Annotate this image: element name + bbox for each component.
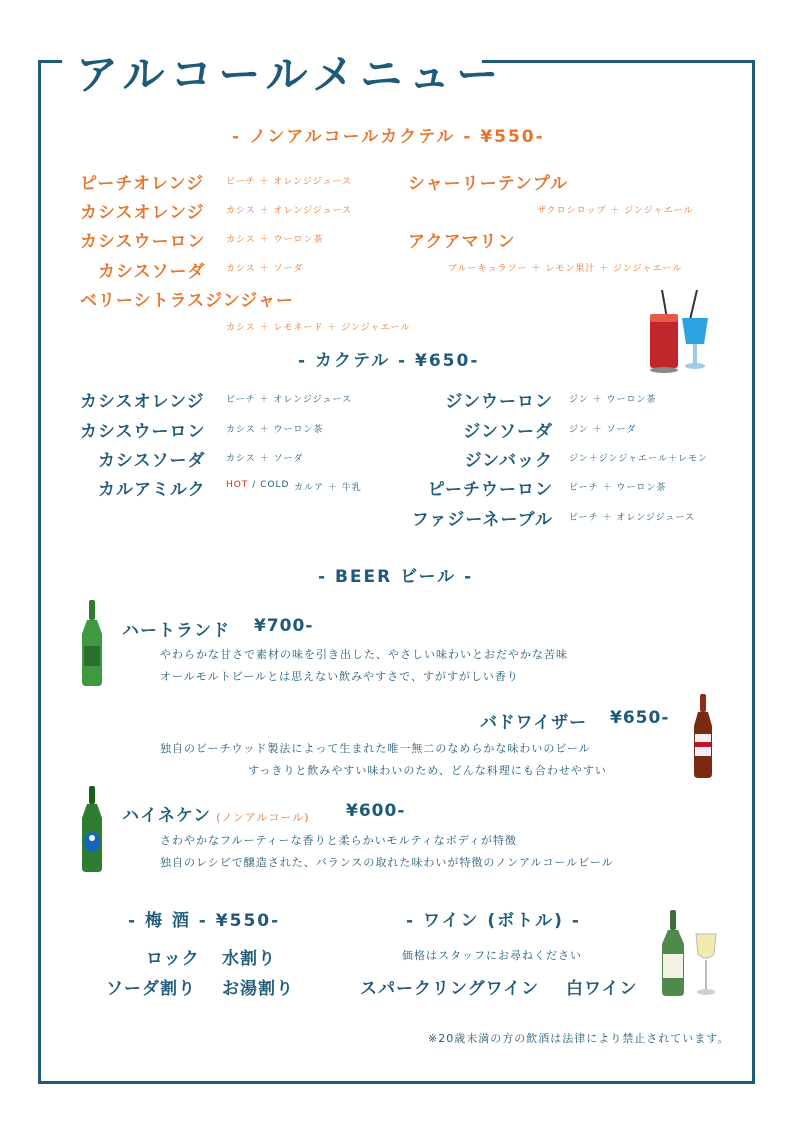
cocktail-item-name: カシスソーダ	[98, 451, 206, 471]
nonalc-item-desc: カシス ＋ ウーロン茶	[226, 235, 324, 245]
cocktail-item-desc: カシス ＋ ウーロン茶	[226, 425, 324, 435]
cocktail-item-name: カルアミルク	[98, 480, 206, 500]
cocktail-item-name: ピーチウーロン	[427, 480, 553, 500]
nonalc-item-name: ピーチオレンジ	[80, 174, 205, 194]
footer-note: ※20歳未満の方の飲酒は法律により禁止されています。	[428, 1032, 730, 1045]
nonalc-item-desc: ブルーキュラソー ＋ レモン果汁 ＋ ジンジャエール	[448, 264, 683, 274]
white-wine-image	[660, 910, 720, 996]
page-title: アルコールメニュー	[76, 50, 505, 99]
nonalc-item-name: カシスオレンジ	[80, 203, 205, 223]
wine-item: スパークリングワイン	[360, 979, 540, 999]
beer-name: バドワイザー	[480, 713, 588, 733]
wine-item: 白ワイン	[566, 979, 638, 999]
heineken-title	[122, 801, 310, 826]
cocktail-header: - カクテル - ¥650-	[298, 351, 480, 371]
umeshu-item: 水割り	[222, 949, 276, 969]
nonalc-item-desc: カシス ＋ ソーダ	[226, 264, 304, 274]
hot-cold-separator: /	[248, 480, 261, 490]
nonalc-item-desc: ザクロシロップ ＋ ジンジャエール	[537, 206, 694, 216]
beer-desc: 独自のビーチウッド製法によって生まれた唯一無二のなめらかな味わいのビール	[160, 742, 591, 755]
beer-price: ¥600-	[346, 801, 406, 821]
nonalc-item-name: アクアマリン	[408, 232, 516, 252]
budweiser-bottle-image	[692, 694, 714, 778]
nonalc-item-name: シャーリーテンプル	[408, 174, 569, 194]
nonalc-note: (ノンアルコール)	[216, 811, 310, 824]
nonalc-item-name: カシスウーロン	[80, 232, 206, 252]
cocktail-item-desc: ジン＋ジンジャエール＋レモン	[569, 454, 708, 464]
wine-note: 価格はスタッフにお尋ねください	[402, 949, 582, 962]
heartland-bottle-image	[80, 600, 104, 686]
beer-desc: やわらかな甘さで素材の味を引き出した、やさしい味わいとおだやかな苦味	[160, 648, 568, 661]
beer-price: ¥700-	[254, 616, 314, 636]
nonalc-item-name: ベリーシトラスジンジャー	[80, 291, 294, 311]
hot-label: HOT	[226, 480, 249, 490]
cocktail-item-desc: ジン ＋ ソーダ	[569, 425, 637, 435]
cocktail-item-desc: ピーチ ＋ ウーロン茶	[569, 483, 667, 493]
cocktail-item-name: カシスウーロン	[80, 422, 206, 442]
beer-price: ¥650-	[610, 708, 670, 728]
beer-desc: さわやかなフルーティーな香りと柔らかいモルティなボディが特徴	[160, 834, 517, 847]
umeshu-item: ソーダ割り	[106, 979, 196, 999]
beer-desc: 独自のレシピで醸造された、バランスの取れた味わいが特徴のノンアルコールビール	[160, 856, 614, 869]
cocktail-item-name: ジンバック	[464, 451, 553, 471]
umeshu-item: ロック	[146, 949, 200, 969]
heineken-bottle-image	[80, 786, 104, 872]
wine-header: - ワイン (ボトル) -	[406, 911, 581, 931]
cocktail-item-desc: ピーチ ＋ オレンジジュース	[569, 513, 696, 523]
beer-name: ハートランド	[122, 621, 230, 641]
beer-desc: オールモルトビールとは思えない飲みやすさで、すがすがしい香り	[160, 670, 519, 683]
cocktail-item-desc: カルア ＋ 牛乳	[294, 483, 362, 493]
cocktail-item-name: ジンソーダ	[463, 422, 553, 442]
cocktail-item-desc: ジン ＋ ウーロン茶	[569, 395, 657, 405]
nonalc-header: - ノンアルコールカクテル - ¥550-	[232, 127, 545, 147]
nonalc-item-desc: ピーチ ＋ オレンジジュース	[226, 177, 353, 187]
cocktail-item-name: ジンウーロン	[445, 392, 553, 412]
nonalc-item-desc: カシス ＋ レモネード ＋ ジンジャエール	[226, 323, 411, 333]
nonalc-item-desc: カシス ＋ オレンジジュース	[226, 206, 353, 216]
cocktail-item-name: カシスオレンジ	[80, 392, 205, 412]
umeshu-item: お湯割り	[222, 979, 294, 999]
nonalc-item-name: カシスソーダ	[98, 262, 206, 282]
beer-name: ハイネケン	[122, 806, 211, 826]
cocktail-item-name: ファジーネーブル	[411, 510, 553, 530]
cocktail-glasses-image	[642, 284, 714, 376]
umeshu-header: - 梅 酒 - ¥550-	[128, 911, 281, 931]
beer-desc: すっきりと飲みやすい味わいのため、どんな料理にも合わせやすい	[248, 764, 607, 777]
beer-header: - BEER ビール -	[318, 567, 474, 587]
cocktail-item-desc: カシス ＋ ソーダ	[226, 454, 304, 464]
cocktail-item-desc: ピーチ ＋ オレンジジュース	[226, 395, 353, 405]
hot-cold-option	[226, 480, 289, 490]
cold-label: COLD	[260, 480, 290, 490]
